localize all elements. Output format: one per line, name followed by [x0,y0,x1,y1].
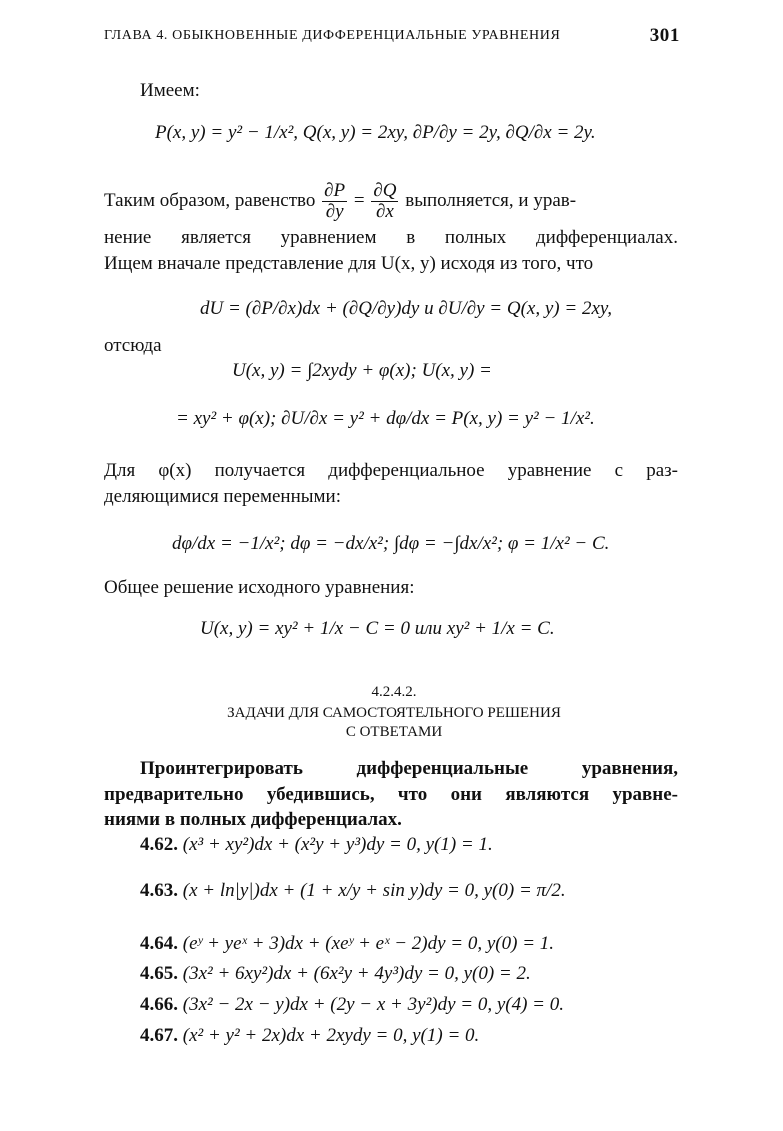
paragraph-takim: Таким образом, равенство $\frac{\partial P}{\partial y}$ = $\frac{\partial Q}{\partial x}$ выполняется, и урав- [104,180,577,222]
problem-item [140,834,493,856]
problem-equation: (eʸ + yeˣ + 3)dx + (xeʸ + eˣ − 2)dy = 0, y(0) = 1. [182,933,555,954]
paragraph-line: Для φ(x) получается дифференциальное уравнение с раз- [104,460,678,481]
problem-number: 4.66. [140,994,178,1015]
takim-text-a: Таким образом, равенство [104,189,316,211]
otsyuda-text: отсюда [104,335,162,356]
equation-phi: dφ/dx = −1/x²; dφ = −dx/x²; ∫dφ = −∫dx/x²; φ = 1/x² − C. [172,533,610,554]
page-number: 301 [649,25,680,46]
equation-du: dU = (∂P/∂x)dx + (∂Q/∂y)dy и ∂U/∂y = Q(x, y) = 2xy, [200,298,613,319]
equation-u-integral: U(x, y) = ∫2xydy + φ(x); U(x, y) = [232,360,492,381]
task-line: ниями в полных дифференциалах. [104,809,402,830]
problem-equation: (x + ln|y|)dx + (1 + x/y + sin y)dy = 0, y(0) = π/2. [182,880,566,901]
section-title: ЗАДАЧИ ДЛЯ САМОСТОЯТЕЛЬНОГО РЕШЕНИЯ [227,705,561,721]
problem-item [140,994,564,1016]
fraction-dq-dx: $\frac{\partial Q}{\partial x}$ [373,180,397,222]
intro-text: Имеем: [140,80,200,101]
problem-item [140,880,566,902]
section-title: С ОТВЕТАМИ [345,724,443,740]
paragraph-line: Ищем вначале представление для U(x, y) исходя из того, что [104,253,594,274]
section-number: 4.2.4.2. [371,684,417,700]
problem-number: 4.64. [140,933,178,954]
paragraph-line: деляющимися переменными: [104,486,341,507]
problem-item [140,1025,479,1047]
problem-number: 4.67. [140,1025,178,1046]
equation-general-solution: U(x, y) = xy² + 1/x − C = 0 или xy² + 1/x = C. [200,618,555,639]
problem-number: 4.62. [140,834,178,855]
problem-equation: (x² + y² + 2x)dx + 2xydy = 0, y(1) = 0. [182,1025,480,1046]
problem-number: 4.63. [140,880,178,901]
task-line: Проинтегрировать дифференциальные уравнения, [140,758,678,779]
obshchee-text: Общее решение исходного уравнения: [104,577,415,598]
paragraph-line: нение является уравнением в полных дифференциалах. [104,227,678,248]
fraction-dp-dy: $\frac{\partial P}{\partial y}$ [324,180,346,222]
problem-equation: (3x² − 2x − y)dx + (2y − x + 3y²)dy = 0, y(4) = 0. [182,994,565,1015]
problem-equation: (x³ + xy²)dx + (x²y + y³)dy = 0, y(1) = 1. [182,834,493,855]
problem-item [140,963,531,985]
takim-text-b: выполняется, и урав- [405,189,577,211]
problem-number: 4.65. [140,963,178,984]
task-line: предварительно убедившись, что они являются уравне- [104,784,678,805]
problem-item [140,933,554,955]
equation-pq: P(x, y) = y² − 1/x², Q(x, y) = 2xy, ∂P/∂y = 2y, ∂Q/∂x = 2y. [155,122,596,143]
running-head [104,25,684,46]
problem-equation: (3x² + 6xy²)dx + (6x²y + 4y³)dy = 0, y(0) = 2. [182,963,531,984]
equation-u-derivative: = xy² + φ(x); ∂U/∂x = y² + dφ/dx = P(x, y) = y² − 1/x². [176,408,595,429]
running-head-title: ГЛАВА 4. ОБЫКНОВЕННЫЕ ДИФФЕРЕНЦИАЛЬНЫЕ УРАВНЕНИЯ [104,28,561,43]
